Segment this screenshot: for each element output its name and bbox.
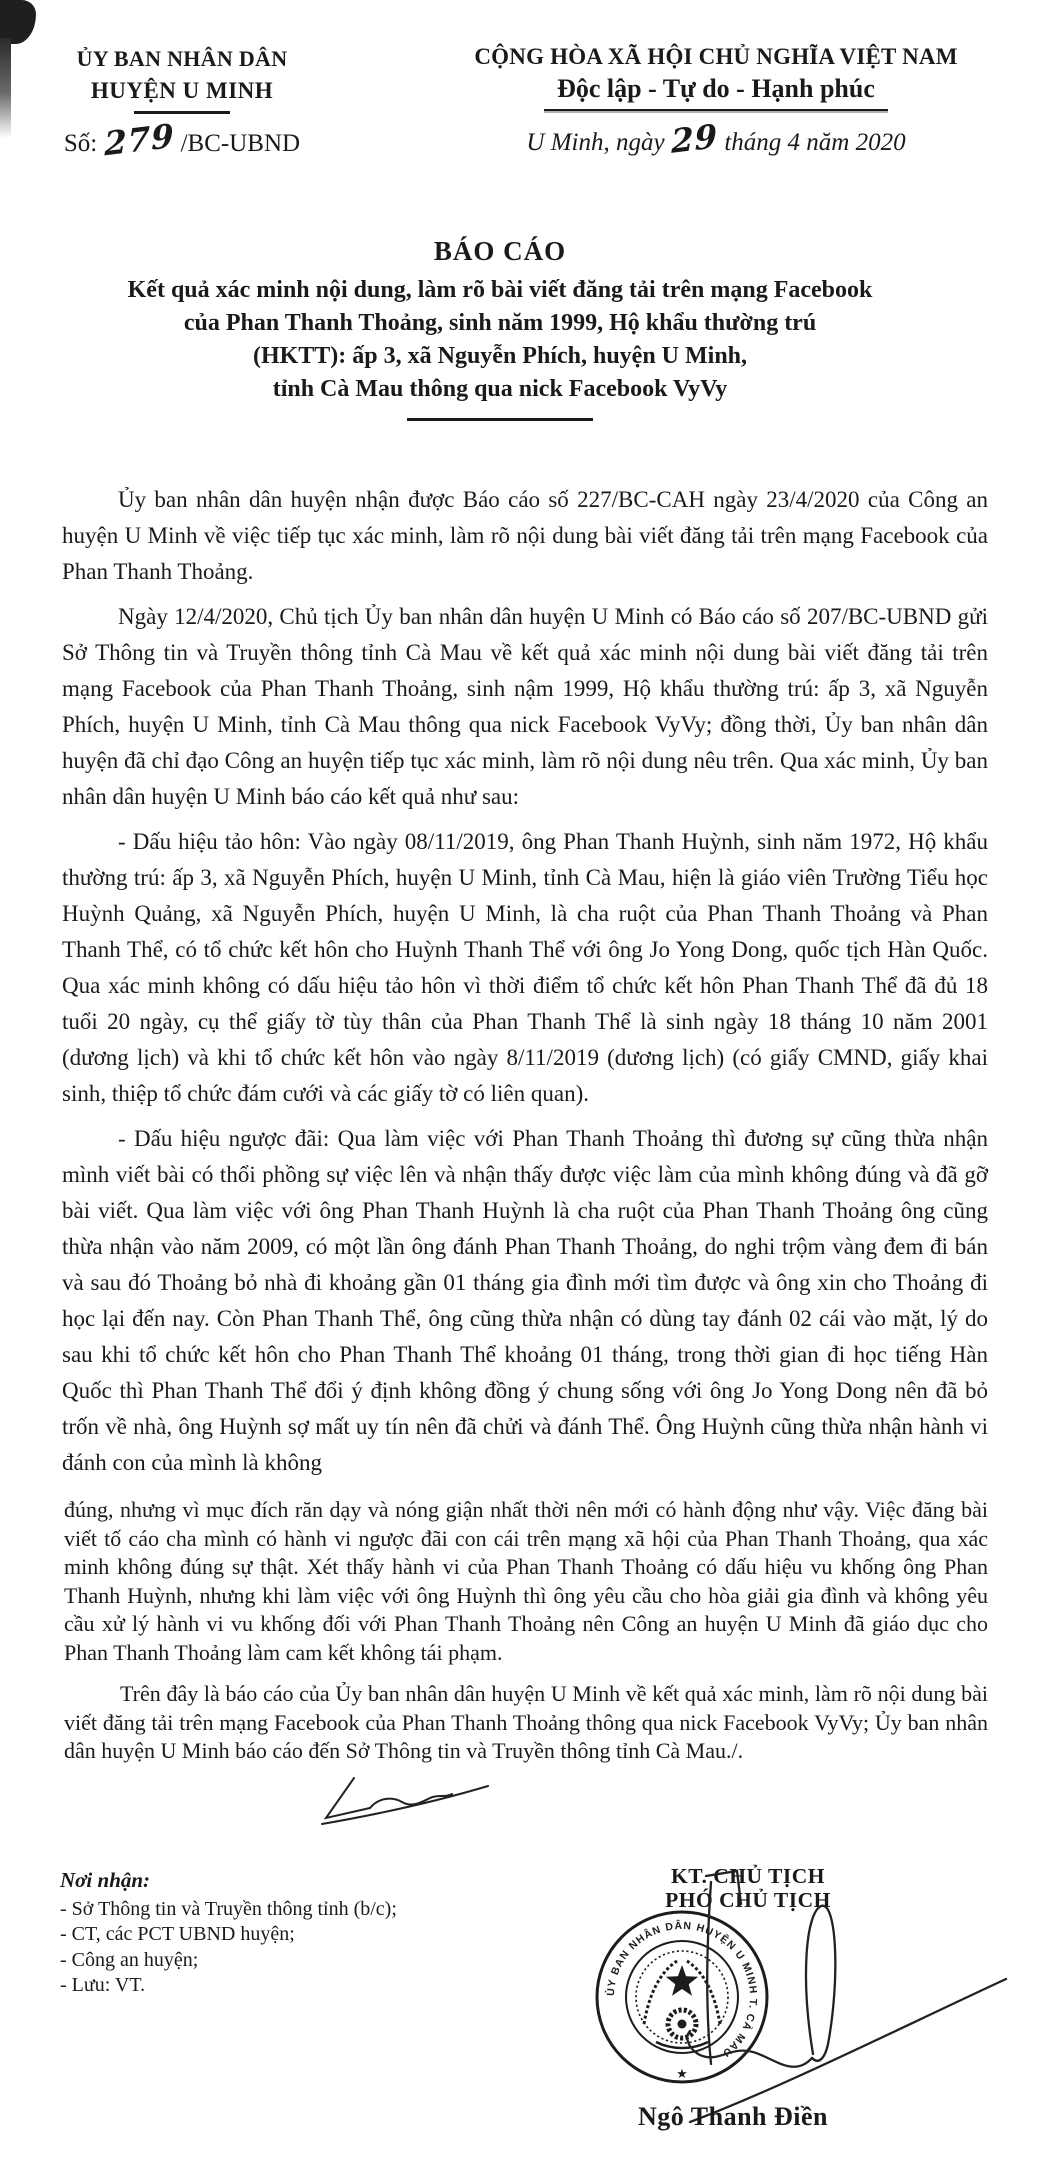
seal-ring-text: ỦY BAN NHÂN DÂN HUYỆN U MINH T. CÀ MAU [604,1919,760,2060]
dateline-prefix: U Minh, ngày [526,129,665,156]
document-number-handwritten: 279 [103,115,175,164]
signer-name: Ngô Thanh Điền [637,2102,829,2131]
title-subtitle-line4: tỉnh Cà Mau thông qua nick Facebook VyVy [272,376,728,402]
title-subtitle-line1: Kết quả xác minh nội dung, làm rõ bài viết đăng tải trên mạng Facebook [127,277,873,303]
official-seal-icon [597,1912,767,2082]
title-subtitle-line3: (HKTT): ấp 3, xã Nguyễn Phích, huyện U Minh, [252,343,748,369]
issuer-block [56,46,308,164]
paragraph-continuation: đúng, nhưng vì mục đích răn dạy và nóng giận nhất thời nên mới có hành động như vậy. Việc đăng bài viết tố cáo cha mình có hành vi ngược đãi con cái trên mạng xã hội của Phan Thanh Thoảng, qua xác minh không đúng sự thật. Xét thấy hành vi của Phan Thanh Thoảng có dấu hiệu vu khống ông Phan Thanh Huỳnh, nhưng khi làm việc với ông Huỳnh thì ông yêu cầu cho hòa giải gia đình và không yêu cầu xử lý hành vi vu khống đối với Phan Thanh Thoảng nên Công an huyện U Minh đã giáo dục cho Phan Thanh Thoảng làm cam kết không tái phạm. [64,1497,988,1665]
national-motto-line1: CỘNG HÒA XÃ HỘI CHỦ NGHĨA VIỆT NAM [474,44,958,69]
paragraph: - Dấu hiệu tảo hôn: Vào ngày 08/11/2019, ông Phan Thanh Huỳnh, sinh năm 1972, Hộ khẩu thường trú: ấp 3, xã Nguyễn Phích, huyện U Minh, tỉnh Cà Mau, hiện là giáo viên Trường Tiểu học Huỳnh Quảng, xã Nguyễn Phích, huyện U Minh, là cha ruột của Phan Thanh Thoảng và Phan Thanh Thể, có tổ chức kết hôn cho Huỳnh Thanh Thể với ông Jo Yong Dong, quốc tịch Hàn Quốc. Qua xác minh không có dấu hiệu tảo hôn vì thời điểm tổ chức kết hôn Phan Thanh Thể đã đủ 18 tuổi 20 ngày, cụ thể giấy tờ tùy thân của Phan Thanh Thể là sinh ngày 18 tháng 10 năm 2001 (dương lịch) và khi tổ chức kết hôn vào ngày 8/11/2019 (dương lịch) (có giấy CMND, giấy khai sinh, thiệp tổ chức đám cưới và các giấy tờ có liên quan). [62,829,988,1106]
body-text-page1 [62,482,988,1490]
seal-star-icon: ★ [676,2066,688,2081]
title-subtitle-line2: của Phan Thanh Thoảng, sinh năm 1999, Hộ khẩu thường trú [183,310,817,336]
scan-artifact-edge [0,38,11,138]
title-subtitle [0,274,1000,406]
title-underline [407,418,593,421]
paragraph-closing: Trên đây là báo cáo của Ủy ban nhân dân huyện U Minh về kết quả xác minh, làm rõ nội dung bài viết đăng tải trên mạng Facebook của Phan Thanh Thoảng thông qua nick Facebook VyVy; Ủy ban nhân dân huyện U Minh báo cáo đến Sở Thông tin và Truyền thông tỉnh Cà Mau./. [64,1681,988,1763]
issuer-underline [134,111,230,114]
recipient-item: - Công an huyện; [60,1948,199,1971]
handwritten-initials-flourish [318,1772,493,1830]
recipients-heading: Nơi nhận: [60,1868,151,1892]
dateline-suffix: tháng 4 năm 2020 [724,129,906,156]
title-block [0,236,1000,421]
signature-scrawl-icon [687,1871,1006,2122]
paragraph: Ủy ban nhân dân huyện nhận được Báo cáo số 227/BC-CAH ngày 23/4/2020 của Công an huyện U Minh về việc tiếp tục xác minh, làm rõ nội dung bài viết đăng tải trên mạng Facebook của Phan Thanh Thoảng. [62,487,988,584]
recipient-item: - Sở Thông tin và Truyền thông tỉnh (b/c); [60,1898,397,1920]
paragraph: Ngày 12/4/2020, Chủ tịch Ủy ban nhân dân huyện U Minh có Báo cáo số 207/BC-UBND gửi Sở Thông tin và Truyền thông tỉnh Cà Mau về kết quả xác minh nội dung bài viết đăng tải trên mạng Facebook của Phan Thanh Thoảng, sinh nậm 1999, Hộ khẩu thường trú: ấp 3, xã Nguyễn Phích, huyện U Minh, tỉnh Cà Mau thông qua nick Facebook VyVy; đồng thời, Ủy ban nhân dân huyện đã chỉ đạo Công an huyện tiếp tục xác minh, làm rõ nội dung nêu trên. Qua xác minh, Ủy ban nhân dân huyện U Minh báo cáo kết quả như sau: [62,604,988,809]
document-type-heading: BÁO CÁO [433,236,567,266]
signer-title-line1: KT. CHỦ TỊCH [671,1864,825,1888]
issuer-name-line2: HUYỆN U MINH [90,78,274,103]
signer-title-line2: PHÓ CHỦ TỊCH [665,1888,831,1912]
national-motto-line2: Độc lập - Tự do - Hạnh phúc [557,74,875,103]
motto-underline [544,109,888,111]
dateline-day-handwritten: 29 [670,116,719,161]
document-number-label: Số: [63,130,98,157]
issuer-name-line1: ỦY BAN NHÂN DÂN [76,46,288,71]
emblem-wreath-right [687,1961,720,2024]
document-number-suffix: /BC-UBND [180,130,301,157]
recipient-item: - Lưu: VT. [60,1974,146,1997]
paragraph: - Dấu hiệu ngược đãi: Qua làm việc với Phan Thanh Thoảng thì đương sự cũng thừa nhận mình viết bài có thổi phồng sự việc lên và nhận thấy được việc làm của mình không đúng và đã gỡ bài viết. Qua làm việc với ông Phan Thanh Huỳnh là cha ruột của Phan Thanh Thoảng ông cũng thừa nhận vào năm 2009, có một lần ông đánh Phan Thanh Thoảng, do nghi trộm vàng đem đi bán và sau đó Thoảng bỏ nhà đi khoảng gần 01 tháng gia đình mới tìm được và ông xin cho Thoảng đi học lại đến nay. Còn Phan Thanh Thể, ông cũng thừa nhận có dùng tay đánh 02 cái vào mặt, lý do sau khi tổ chức kết hôn cho Phan Thanh Thể khoảng 01 tháng, trong thời gian đi học tiếng Hàn Quốc thì Phan Thanh Thể đổi ý định không đồng ý chung sống với ông Jo Yong Dong nên đã bỏ trốn về nhà, ông Huỳnh sợ mất uy tín nên đã chửi và đánh Thể. Ông Huỳnh cũng thừa nhận hành vi đánh con của mình là không [62,1126,988,1475]
recipients-block [60,1868,480,1999]
body-text-page2 [64,1496,988,1766]
emblem-star-icon [666,1965,698,1996]
national-header-block [428,44,1004,161]
dateline [428,116,1004,161]
document-number [56,115,308,164]
recipient-item: - CT, các PCT UBND huyện; [60,1923,295,1946]
